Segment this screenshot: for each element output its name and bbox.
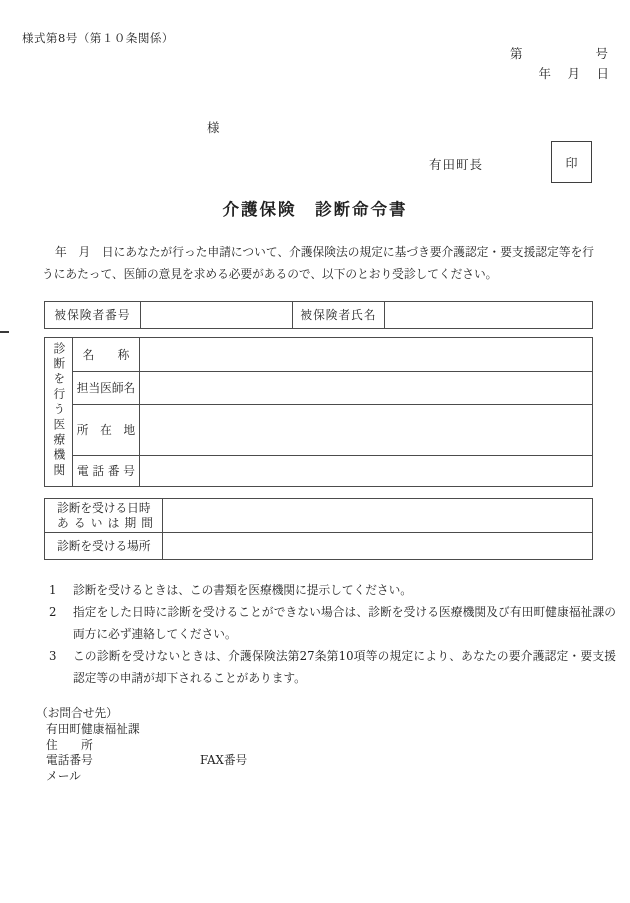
doctor-name-label: 担当医師名 bbox=[73, 372, 140, 405]
institution-name-value bbox=[140, 338, 593, 372]
date-line: 年 月 日 bbox=[538, 66, 611, 81]
document-title: 介護保険 診断命令書 bbox=[222, 200, 408, 219]
doctor-name-value bbox=[140, 372, 593, 405]
contact-office: 有田町健康福祉課 bbox=[46, 721, 140, 736]
institution-group-label: 診断を行う医療機関 bbox=[52, 342, 67, 479]
contact-address-label: 住 所 bbox=[46, 737, 93, 752]
contact-block bbox=[36, 706, 247, 785]
institution-name-label: 名 称 bbox=[73, 338, 140, 372]
contact-phone-fax-row bbox=[46, 753, 247, 769]
institution-phone-label: 電 話 番 号 bbox=[73, 456, 140, 487]
insured-table bbox=[44, 301, 593, 329]
appointment-datetime-label-line2: あるいは期間 bbox=[57, 515, 153, 530]
notes-list bbox=[44, 579, 616, 689]
body-paragraph: 年 月 日にあなたが行った申請について、介護保険法の規定に基づき要介護認定・要支援認定等を行うにあたって、医師の意見を求める必要があるので、以下のとおり受診してください。 bbox=[42, 245, 594, 281]
contact-fax-label: FAX番号 bbox=[200, 753, 248, 768]
note-text: この診断を受けないときは、介護保険法第27条第10項等の規定により、あなたの要介護認定・要支援認定等の申請が却下されることがあります。 bbox=[73, 649, 616, 685]
note-number: 3 bbox=[49, 649, 57, 663]
note-item-2 bbox=[44, 601, 616, 645]
note-text: 診断を受けるときは、この書類を医療機関に提示してください。 bbox=[73, 583, 412, 597]
form-number: 様式第8号（第１０条関係） bbox=[22, 31, 174, 45]
insured-number-label: 被保険者番号 bbox=[45, 302, 141, 329]
appointment-place-value bbox=[163, 533, 593, 560]
doc-number-suffix: 号 bbox=[595, 46, 608, 61]
note-item-1 bbox=[44, 579, 616, 601]
medical-institution-table bbox=[44, 337, 593, 487]
institution-group-cell bbox=[45, 338, 73, 487]
institution-phone-value bbox=[140, 456, 593, 487]
insured-name-value bbox=[385, 302, 593, 329]
seal-label: 印 bbox=[565, 155, 578, 170]
note-number: 2 bbox=[49, 605, 57, 619]
doc-number-prefix: 第 bbox=[510, 46, 523, 61]
contact-phone-label: 電話番号 bbox=[46, 753, 93, 768]
appointment-datetime-value bbox=[163, 499, 593, 533]
appointment-place-label bbox=[45, 533, 163, 560]
appointment-datetime-label bbox=[45, 499, 163, 533]
note-item-3 bbox=[44, 645, 616, 689]
seal-box bbox=[551, 141, 592, 183]
insured-number-value bbox=[141, 302, 293, 329]
issuer-name: 有田町長 bbox=[429, 157, 484, 172]
note-text: 指定をした日時に診断を受けることができない場合は、診断を受ける医療機関及び有田町健康福祉課の両方に必ず連絡してください。 bbox=[73, 605, 616, 641]
institution-address-row bbox=[45, 405, 593, 456]
appointment-datetime-label-line1: 診断を受ける日時 bbox=[57, 501, 151, 515]
insured-table-row bbox=[45, 302, 593, 329]
appointment-place-label-line1: 診断を受ける場所 bbox=[57, 538, 151, 553]
doc-number-line bbox=[510, 44, 608, 62]
note-number: 1 bbox=[49, 583, 57, 597]
appointment-place-row bbox=[45, 533, 593, 560]
institution-address-value bbox=[140, 405, 593, 456]
contact-heading: （お問合せ先） bbox=[36, 706, 118, 720]
insured-name-label: 被保険者氏名 bbox=[293, 302, 385, 329]
fold-mark bbox=[0, 331, 9, 333]
institution-address-label: 所 在 地 bbox=[73, 405, 140, 456]
doctor-name-row bbox=[45, 372, 593, 405]
contact-email-label: メール bbox=[46, 769, 81, 784]
appointment-table bbox=[44, 498, 593, 560]
appointment-datetime-row bbox=[45, 499, 593, 533]
institution-phone-row bbox=[45, 456, 593, 487]
institution-name-row bbox=[45, 338, 593, 372]
addressee-honorific: 様 bbox=[207, 120, 220, 135]
